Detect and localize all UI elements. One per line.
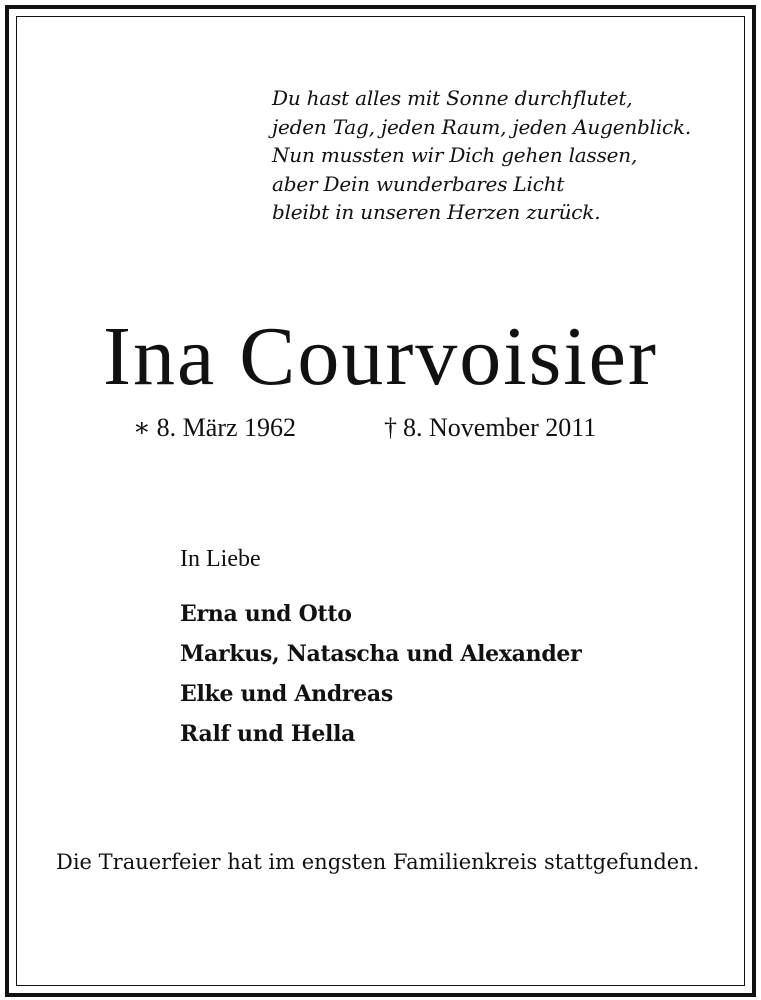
star-birth-icon: ∗ (133, 413, 151, 442)
funeral-notice: Die Trauerfeier hat im engsten Familienkreis stattgefunden. (56, 850, 700, 874)
mourners-intro: In Liebe (180, 546, 261, 572)
birth-date-line (133, 412, 296, 444)
death-date-line (384, 412, 596, 444)
mourner-name: Elke und Andreas (180, 681, 393, 707)
mourner-name: Markus, Natascha und Alexander (180, 641, 582, 667)
mourner-name: Erna und Otto (180, 601, 352, 627)
mourners-list (180, 594, 581, 754)
birth-date: 8. März 1962 (156, 413, 297, 442)
poem-line: Nun mussten wir Dich gehen lassen, (272, 143, 638, 167)
cross-death-icon: † (384, 413, 397, 442)
memorial-poem (272, 84, 732, 227)
mourner-name: Ralf und Hella (180, 721, 356, 747)
poem-line: aber Dein wunderbares Licht (272, 171, 565, 196)
death-date: 8. November 2011 (403, 413, 597, 442)
poem-line: jeden Tag, jeden Raum, jeden Augenblick. (272, 114, 692, 139)
poem-line: bleibt in unseren Herzen zurück. (272, 200, 601, 224)
poem-line: Du hast alles mit Sonne durchflutet, (272, 86, 633, 110)
deceased-name: Ina Courvoisier (103, 310, 658, 403)
